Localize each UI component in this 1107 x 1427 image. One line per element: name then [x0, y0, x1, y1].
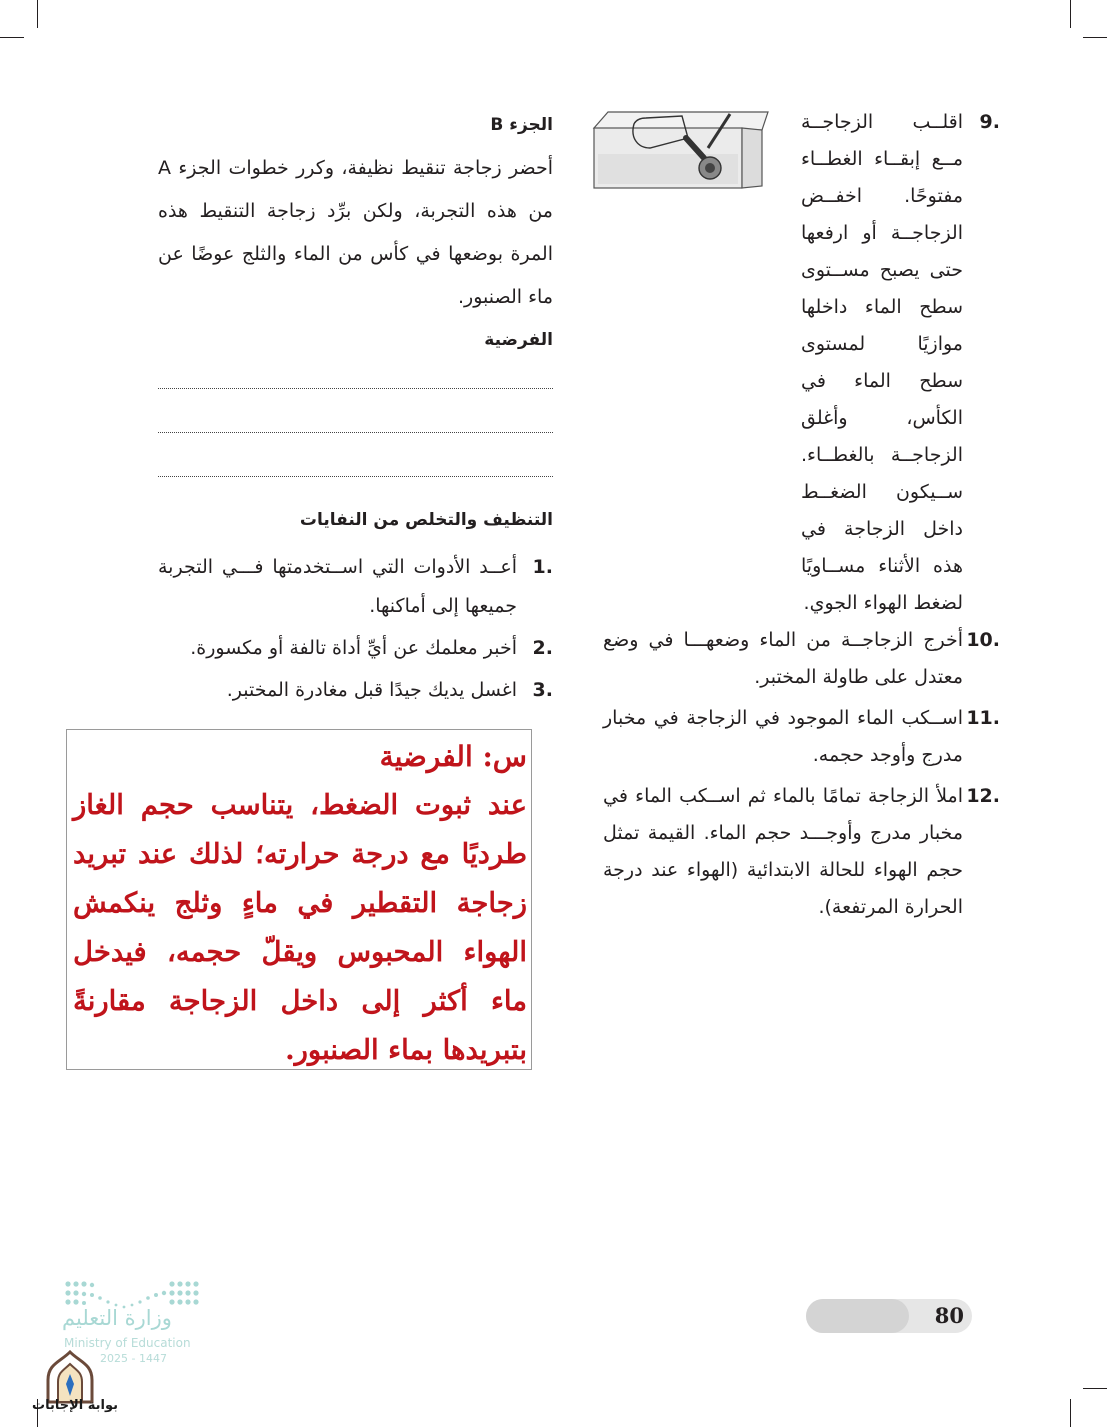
page-number: 80: [934, 1303, 964, 1328]
step-number: 1.: [532, 556, 553, 578]
step-12: [603, 778, 1000, 926]
step-number: 3.: [532, 679, 553, 701]
hypothesis-heading: الفرضية: [484, 330, 553, 350]
step-9: [603, 104, 1000, 622]
part-b-heading: الجزء B: [490, 115, 553, 135]
page-number-bar: [806, 1299, 972, 1333]
step-text: اســكب الماء الموجود في الزجاجة في مخبار مدرج وأوجد حجمه.: [603, 707, 963, 766]
step-number: 9.: [979, 111, 1000, 133]
cleanup-step-3: [158, 671, 553, 710]
step-text: أخبر معلمك عن أيِّ أداة تالفة أو مكسورة.: [190, 637, 517, 659]
step-text: أخرج الزجاجــة من الماء وضعهـــا في وضع معتدل على طاولة المختبر.: [603, 629, 963, 688]
step-text: اقلــب الزجاجــة مــع إبقــاء الغطــاء مفتوحًا. اخفــض الزجاجــة أو ارفعها حتى يصبح مســتوى سطح الماء داخلها موازيًا لمستوى سطح الماء في الكأس، وأغلق الزجاجــة بالغطــاء. ســيكون الضغــط داخل الزجاجة في هذه الأثناء مســاويًا لضغط الهواء الجوي.: [801, 111, 963, 614]
hypothesis-answer-line: [158, 406, 553, 433]
step-10: [603, 622, 1000, 696]
hypothesis-answer-line: [158, 450, 553, 477]
procedure-left-column: [158, 104, 553, 713]
page-number-pill: [806, 1299, 909, 1333]
procedure-steps-right: [603, 104, 1000, 926]
hypothesis-answer-box: [66, 729, 532, 1070]
cleanup-list: [158, 548, 553, 710]
cleanup-heading: التنظيف والتخلص من النفايات: [299, 510, 553, 530]
crop-mark: [37, 0, 38, 28]
crop-mark: [1083, 37, 1107, 38]
watermark-label: بوابة الإجابات: [32, 1398, 118, 1413]
step-11: [603, 700, 1000, 774]
cleanup-step-1: [158, 548, 553, 626]
hypothesis-answer-line: [158, 362, 553, 389]
step-number: 12.: [966, 785, 1000, 807]
cleanup-step-2: [158, 629, 553, 668]
part-b-text: أحضر زجاجة تنقيط نظيفة، وكرر خطوات الجزء A من هذه التجربة، ولكن برِّد زجاجة التنقيط هذه المرة بوضعها في كأس من الماء والثلج عوضًا عن ماء الصنبور.: [158, 157, 553, 308]
step-number: 11.: [966, 707, 1000, 729]
step-number: 10.: [966, 629, 1000, 651]
crop-mark: [1070, 1399, 1071, 1427]
crop-mark: [0, 37, 24, 38]
step-text: اغسل يديك جيدًا قبل مغادرة المختبر.: [226, 679, 517, 701]
crop-mark: [1070, 0, 1071, 28]
step-text: املأ الزجاجة تمامًا بالماء ثم اســكب الماء في مخبار مدرج وأوجـــد حجم الماء. القيمة تمثل حجم الهواء للحالة الابتدائية (الهواء عند درجة الحرارة المرتفعة).: [603, 785, 963, 918]
ministry-name-arabic: وزارة التعليم: [62, 1306, 172, 1330]
answer-text: عند ثبوت الضغط، يتناسب حجم الغاز طرديًا مع درجة حرارته؛ لذلك عند تبريد زجاجة التقطير في ماءٍ وثلج ينكمش الهواء المحبوس ويقلّ حجمه، فيدخل ماء أكثر إلى داخل الزجاجة مقارنةً بتبريدها بماء الصنبور.: [73, 789, 527, 1066]
step-text: أعــد الأدوات التي اســتخدمتها فـــي التجربة جميعها إلى أماكنها.: [158, 556, 517, 617]
answer-question: س: الفرضية: [379, 740, 527, 773]
crop-mark: [1083, 1388, 1107, 1389]
ministry-year: 2025 - 1447: [100, 1352, 167, 1365]
ministry-name-english: Ministry of Education: [64, 1336, 191, 1350]
step-number: 2.: [532, 637, 553, 659]
